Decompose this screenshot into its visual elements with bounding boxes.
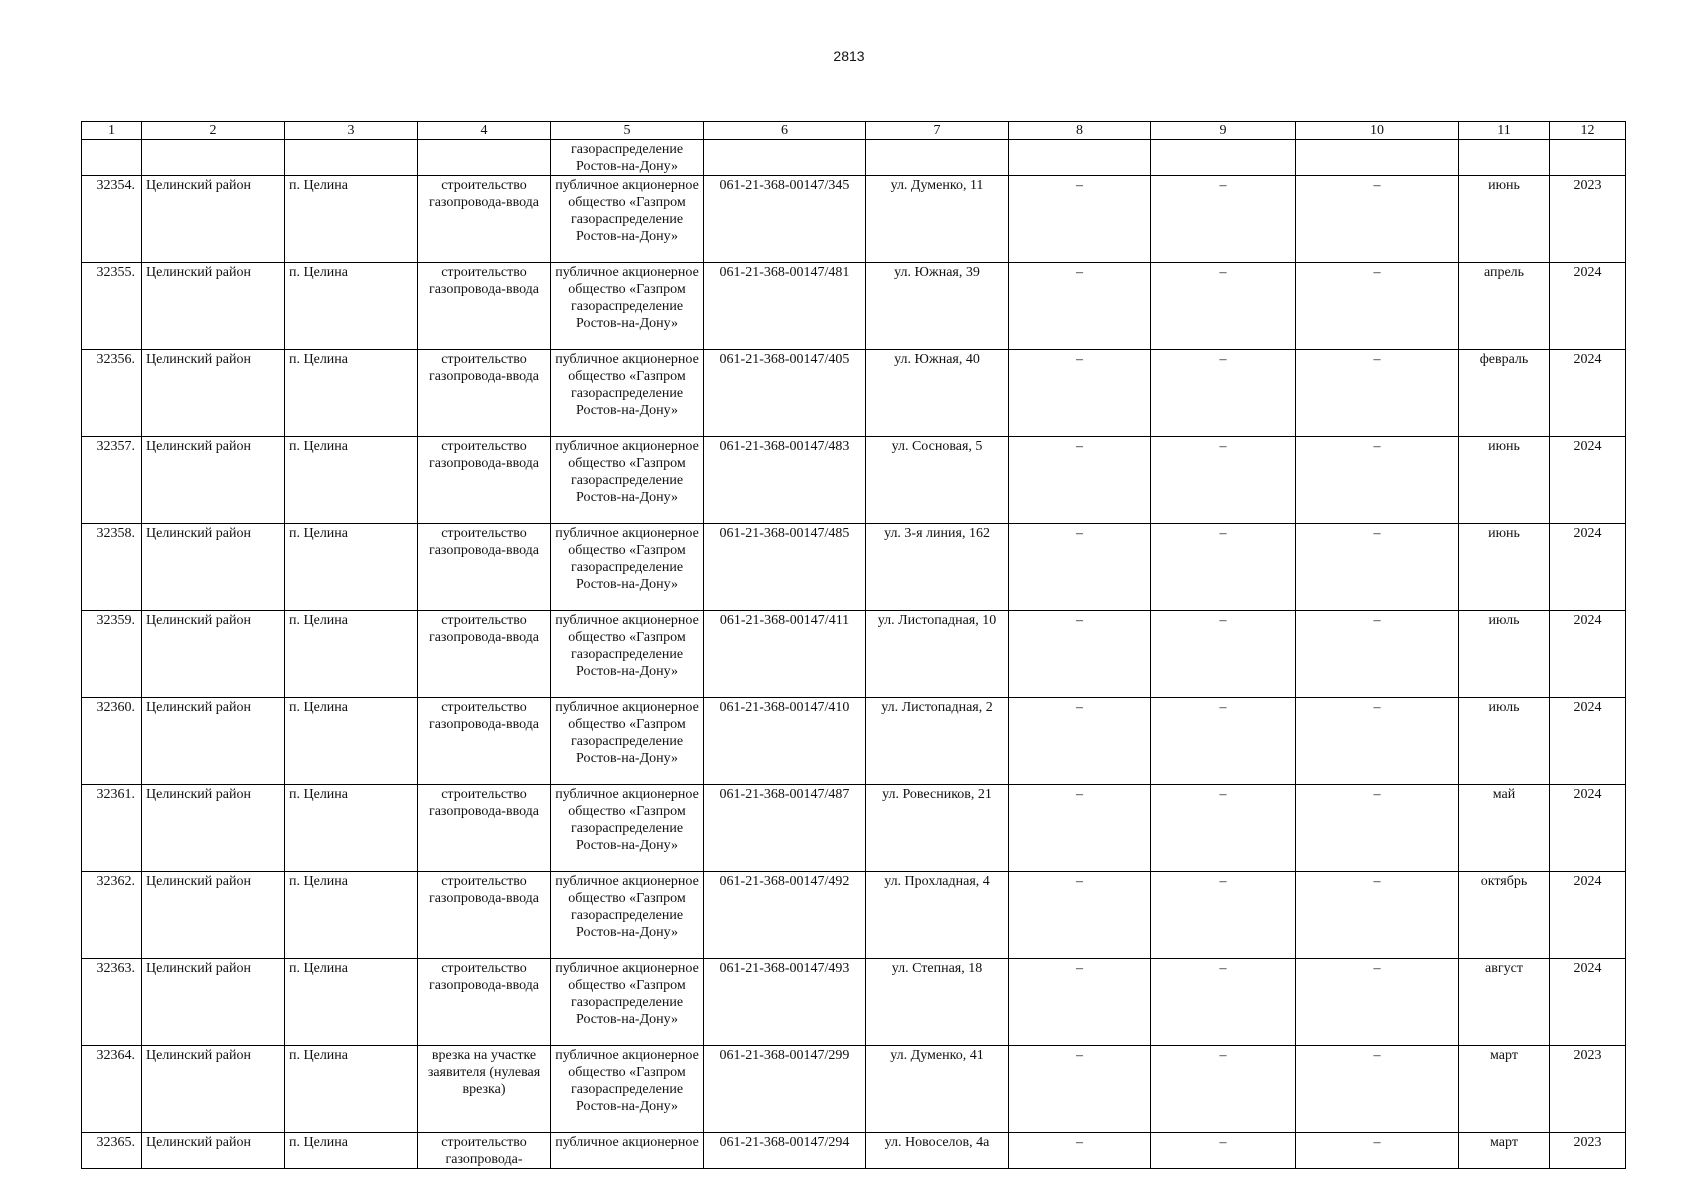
column-header-11: 11: [1459, 122, 1550, 140]
column-10-cell: –: [1296, 437, 1459, 524]
row-number-cell: 32354.: [82, 176, 142, 263]
organization-cell: публичное акционерное общество «Газпром газораспределение Ростов-на-Дону»: [551, 176, 704, 263]
address-cell: ул. Южная, 40: [866, 350, 1009, 437]
column-header-7: 7: [866, 122, 1009, 140]
month-cell: июль: [1459, 698, 1550, 785]
year-cell: 2024: [1550, 959, 1626, 1046]
work-type-cell: строительство газопровода-ввода: [418, 611, 551, 698]
locality-cell: п. Целина: [285, 611, 418, 698]
code-cell: 061-21-368-00147/487: [704, 785, 866, 872]
row-number-cell: 32362.: [82, 872, 142, 959]
month-cell: октябрь: [1459, 872, 1550, 959]
column-8-cell: –: [1009, 350, 1151, 437]
row-number-cell: 32363.: [82, 959, 142, 1046]
code-cell: 061-21-368-00147/492: [704, 872, 866, 959]
organization-cell: публичное акционерное: [551, 1133, 704, 1169]
year-cell: 2024: [1550, 524, 1626, 611]
year-cell: 2024: [1550, 785, 1626, 872]
address-cell: ул. Степная, 18: [866, 959, 1009, 1046]
year-cell: 2024: [1550, 263, 1626, 350]
organization-cell: публичное акционерное общество «Газпром газораспределение Ростов-на-Дону»: [551, 1046, 704, 1133]
table-row: [82, 1046, 1626, 1133]
work-type-cell: строительство газопровода-ввода: [418, 698, 551, 785]
column-10-cell: –: [1296, 176, 1459, 263]
organization-cell: публичное акционерное общество «Газпром газораспределение Ростов-на-Дону»: [551, 437, 704, 524]
month-cell: июнь: [1459, 524, 1550, 611]
month-cell: август: [1459, 959, 1550, 1046]
locality-cell: п. Целина: [285, 872, 418, 959]
column-header-12: 12: [1550, 122, 1626, 140]
organization-cell: газораспределение Ростов-на-Дону»: [551, 140, 704, 176]
code-cell: 061-21-368-00147/483: [704, 437, 866, 524]
organization-cell: публичное акционерное общество «Газпром газораспределение Ростов-на-Дону»: [551, 872, 704, 959]
year-cell: 2024: [1550, 872, 1626, 959]
column-8-cell: –: [1009, 437, 1151, 524]
column-8-cell: –: [1009, 524, 1151, 611]
column-9-cell: –: [1151, 437, 1296, 524]
column-10-cell: –: [1296, 698, 1459, 785]
work-type-cell: строительство газопровода-ввода: [418, 437, 551, 524]
locality-cell: п. Целина: [285, 1046, 418, 1133]
locality-cell: п. Целина: [285, 698, 418, 785]
column-10-cell: –: [1296, 263, 1459, 350]
month-cell: март: [1459, 1046, 1550, 1133]
locality-cell: п. Целина: [285, 437, 418, 524]
locality-cell: п. Целина: [285, 524, 418, 611]
address-cell: ул. Думенко, 11: [866, 176, 1009, 263]
row-number-cell: 32357.: [82, 437, 142, 524]
locality-cell: п. Целина: [285, 176, 418, 263]
row-number-cell: 32360.: [82, 698, 142, 785]
address-cell: ул. 3-я линия, 162: [866, 524, 1009, 611]
column-9-cell: –: [1151, 698, 1296, 785]
column-9-cell: –: [1151, 611, 1296, 698]
table-row: [82, 1133, 1626, 1169]
address-cell: ул. Сосновая, 5: [866, 437, 1009, 524]
column-header-1: 1: [82, 122, 142, 140]
work-type-cell: строительство газопровода-: [418, 1133, 551, 1169]
row-number-cell: 32356.: [82, 350, 142, 437]
table-row: [82, 350, 1626, 437]
table-row: [82, 785, 1626, 872]
table-row: [82, 698, 1626, 785]
column-10-cell: –: [1296, 524, 1459, 611]
organization-cell: публичное акционерное общество «Газпром газораспределение Ростов-на-Дону»: [551, 263, 704, 350]
column-8-cell: –: [1009, 1133, 1151, 1169]
year-cell: 2023: [1550, 1133, 1626, 1169]
code-cell: 061-21-368-00147/345: [704, 176, 866, 263]
code-cell: 061-21-368-00147/294: [704, 1133, 866, 1169]
district-cell: Целинский район: [142, 872, 285, 959]
row-number-cell: 32361.: [82, 785, 142, 872]
district-cell: Целинский район: [142, 698, 285, 785]
district-cell: Целинский район: [142, 1133, 285, 1169]
address-cell: ул. Южная, 39: [866, 263, 1009, 350]
column-10-cell: –: [1296, 611, 1459, 698]
work-type-cell: врезка на участке заявителя (нулевая врезка): [418, 1046, 551, 1133]
code-cell: 061-21-368-00147/411: [704, 611, 866, 698]
address-cell: ул. Думенко, 41: [866, 1046, 1009, 1133]
year-cell: 2024: [1550, 611, 1626, 698]
column-8-cell: –: [1009, 872, 1151, 959]
month-cell: март: [1459, 1133, 1550, 1169]
address-cell: ул. Прохладная, 4: [866, 872, 1009, 959]
month-cell: апрель: [1459, 263, 1550, 350]
district-cell: Целинский район: [142, 611, 285, 698]
locality-cell: п. Целина: [285, 263, 418, 350]
column-8-cell: –: [1009, 785, 1151, 872]
table-row: [82, 524, 1626, 611]
table-row: [82, 872, 1626, 959]
registry-table: [81, 121, 1626, 1169]
district-cell: Целинский район: [142, 959, 285, 1046]
district-cell: Целинский район: [142, 176, 285, 263]
locality-cell: п. Целина: [285, 1133, 418, 1169]
continuation-row: [82, 140, 1626, 176]
organization-cell: публичное акционерное общество «Газпром газораспределение Ростов-на-Дону»: [551, 524, 704, 611]
row-number-cell: 32355.: [82, 263, 142, 350]
address-cell: ул. Листопадная, 10: [866, 611, 1009, 698]
locality-cell: п. Целина: [285, 785, 418, 872]
column-header-6: 6: [704, 122, 866, 140]
work-type-cell: строительство газопровода-ввода: [418, 785, 551, 872]
column-9-cell: –: [1151, 524, 1296, 611]
column-header-5: 5: [551, 122, 704, 140]
table-row: [82, 611, 1626, 698]
column-10-cell: –: [1296, 959, 1459, 1046]
column-9-cell: –: [1151, 959, 1296, 1046]
column-9-cell: –: [1151, 1133, 1296, 1169]
month-cell: февраль: [1459, 350, 1550, 437]
page-number: 2813: [833, 48, 865, 64]
month-cell: май: [1459, 785, 1550, 872]
organization-cell: публичное акционерное общество «Газпром газораспределение Ростов-на-Дону»: [551, 698, 704, 785]
code-cell: 061-21-368-00147/405: [704, 350, 866, 437]
column-header-2: 2: [142, 122, 285, 140]
column-8-cell: –: [1009, 263, 1151, 350]
work-type-cell: строительство газопровода-ввода: [418, 872, 551, 959]
table-row: [82, 263, 1626, 350]
table-row: [82, 959, 1626, 1046]
column-8-cell: –: [1009, 176, 1151, 263]
year-cell: 2023: [1550, 176, 1626, 263]
column-10-cell: –: [1296, 872, 1459, 959]
column-8-cell: –: [1009, 611, 1151, 698]
organization-cell: публичное акционерное общество «Газпром газораспределение Ростов-на-Дону»: [551, 611, 704, 698]
column-header-3: 3: [285, 122, 418, 140]
column-header-10: 10: [1296, 122, 1459, 140]
organization-cell: публичное акционерное общество «Газпром газораспределение Ростов-на-Дону»: [551, 959, 704, 1046]
table-body: [82, 140, 1626, 1169]
organization-cell: публичное акционерное общество «Газпром газораспределение Ростов-на-Дону»: [551, 350, 704, 437]
table-row: [82, 437, 1626, 524]
year-cell: 2024: [1550, 437, 1626, 524]
organization-cell: публичное акционерное общество «Газпром газораспределение Ростов-на-Дону»: [551, 785, 704, 872]
locality-cell: п. Целина: [285, 959, 418, 1046]
code-cell: 061-21-368-00147/410: [704, 698, 866, 785]
work-type-cell: строительство газопровода-ввода: [418, 263, 551, 350]
address-cell: ул. Новоселов, 4а: [866, 1133, 1009, 1169]
address-cell: ул. Листопадная, 2: [866, 698, 1009, 785]
column-9-cell: –: [1151, 1046, 1296, 1133]
year-cell: 2023: [1550, 1046, 1626, 1133]
district-cell: Целинский район: [142, 437, 285, 524]
table-header: [82, 122, 1626, 140]
table-row: [82, 176, 1626, 263]
month-cell: июнь: [1459, 176, 1550, 263]
work-type-cell: строительство газопровода-ввода: [418, 176, 551, 263]
code-cell: 061-21-368-00147/493: [704, 959, 866, 1046]
row-number-cell: 32365.: [82, 1133, 142, 1169]
column-8-cell: –: [1009, 698, 1151, 785]
district-cell: Целинский район: [142, 785, 285, 872]
column-10-cell: –: [1296, 350, 1459, 437]
district-cell: Целинский район: [142, 350, 285, 437]
work-type-cell: строительство газопровода-ввода: [418, 959, 551, 1046]
column-9-cell: –: [1151, 872, 1296, 959]
row-number-cell: 32359.: [82, 611, 142, 698]
code-cell: 061-21-368-00147/299: [704, 1046, 866, 1133]
year-cell: 2024: [1550, 698, 1626, 785]
column-header-8: 8: [1009, 122, 1151, 140]
district-cell: Целинский район: [142, 524, 285, 611]
work-type-cell: строительство газопровода-ввода: [418, 350, 551, 437]
column-header-4: 4: [418, 122, 551, 140]
column-9-cell: –: [1151, 785, 1296, 872]
column-10-cell: –: [1296, 785, 1459, 872]
district-cell: Целинский район: [142, 263, 285, 350]
address-cell: ул. Ровесников, 21: [866, 785, 1009, 872]
code-cell: 061-21-368-00147/481: [704, 263, 866, 350]
column-8-cell: –: [1009, 959, 1151, 1046]
column-8-cell: –: [1009, 1046, 1151, 1133]
district-cell: Целинский район: [142, 1046, 285, 1133]
column-9-cell: –: [1151, 263, 1296, 350]
column-9-cell: –: [1151, 350, 1296, 437]
column-10-cell: –: [1296, 1133, 1459, 1169]
year-cell: 2024: [1550, 350, 1626, 437]
month-cell: июнь: [1459, 437, 1550, 524]
locality-cell: п. Целина: [285, 350, 418, 437]
column-10-cell: –: [1296, 1046, 1459, 1133]
column-header-9: 9: [1151, 122, 1296, 140]
column-9-cell: –: [1151, 176, 1296, 263]
month-cell: июль: [1459, 611, 1550, 698]
work-type-cell: строительство газопровода-ввода: [418, 524, 551, 611]
code-cell: 061-21-368-00147/485: [704, 524, 866, 611]
row-number-cell: 32364.: [82, 1046, 142, 1133]
row-number-cell: 32358.: [82, 524, 142, 611]
